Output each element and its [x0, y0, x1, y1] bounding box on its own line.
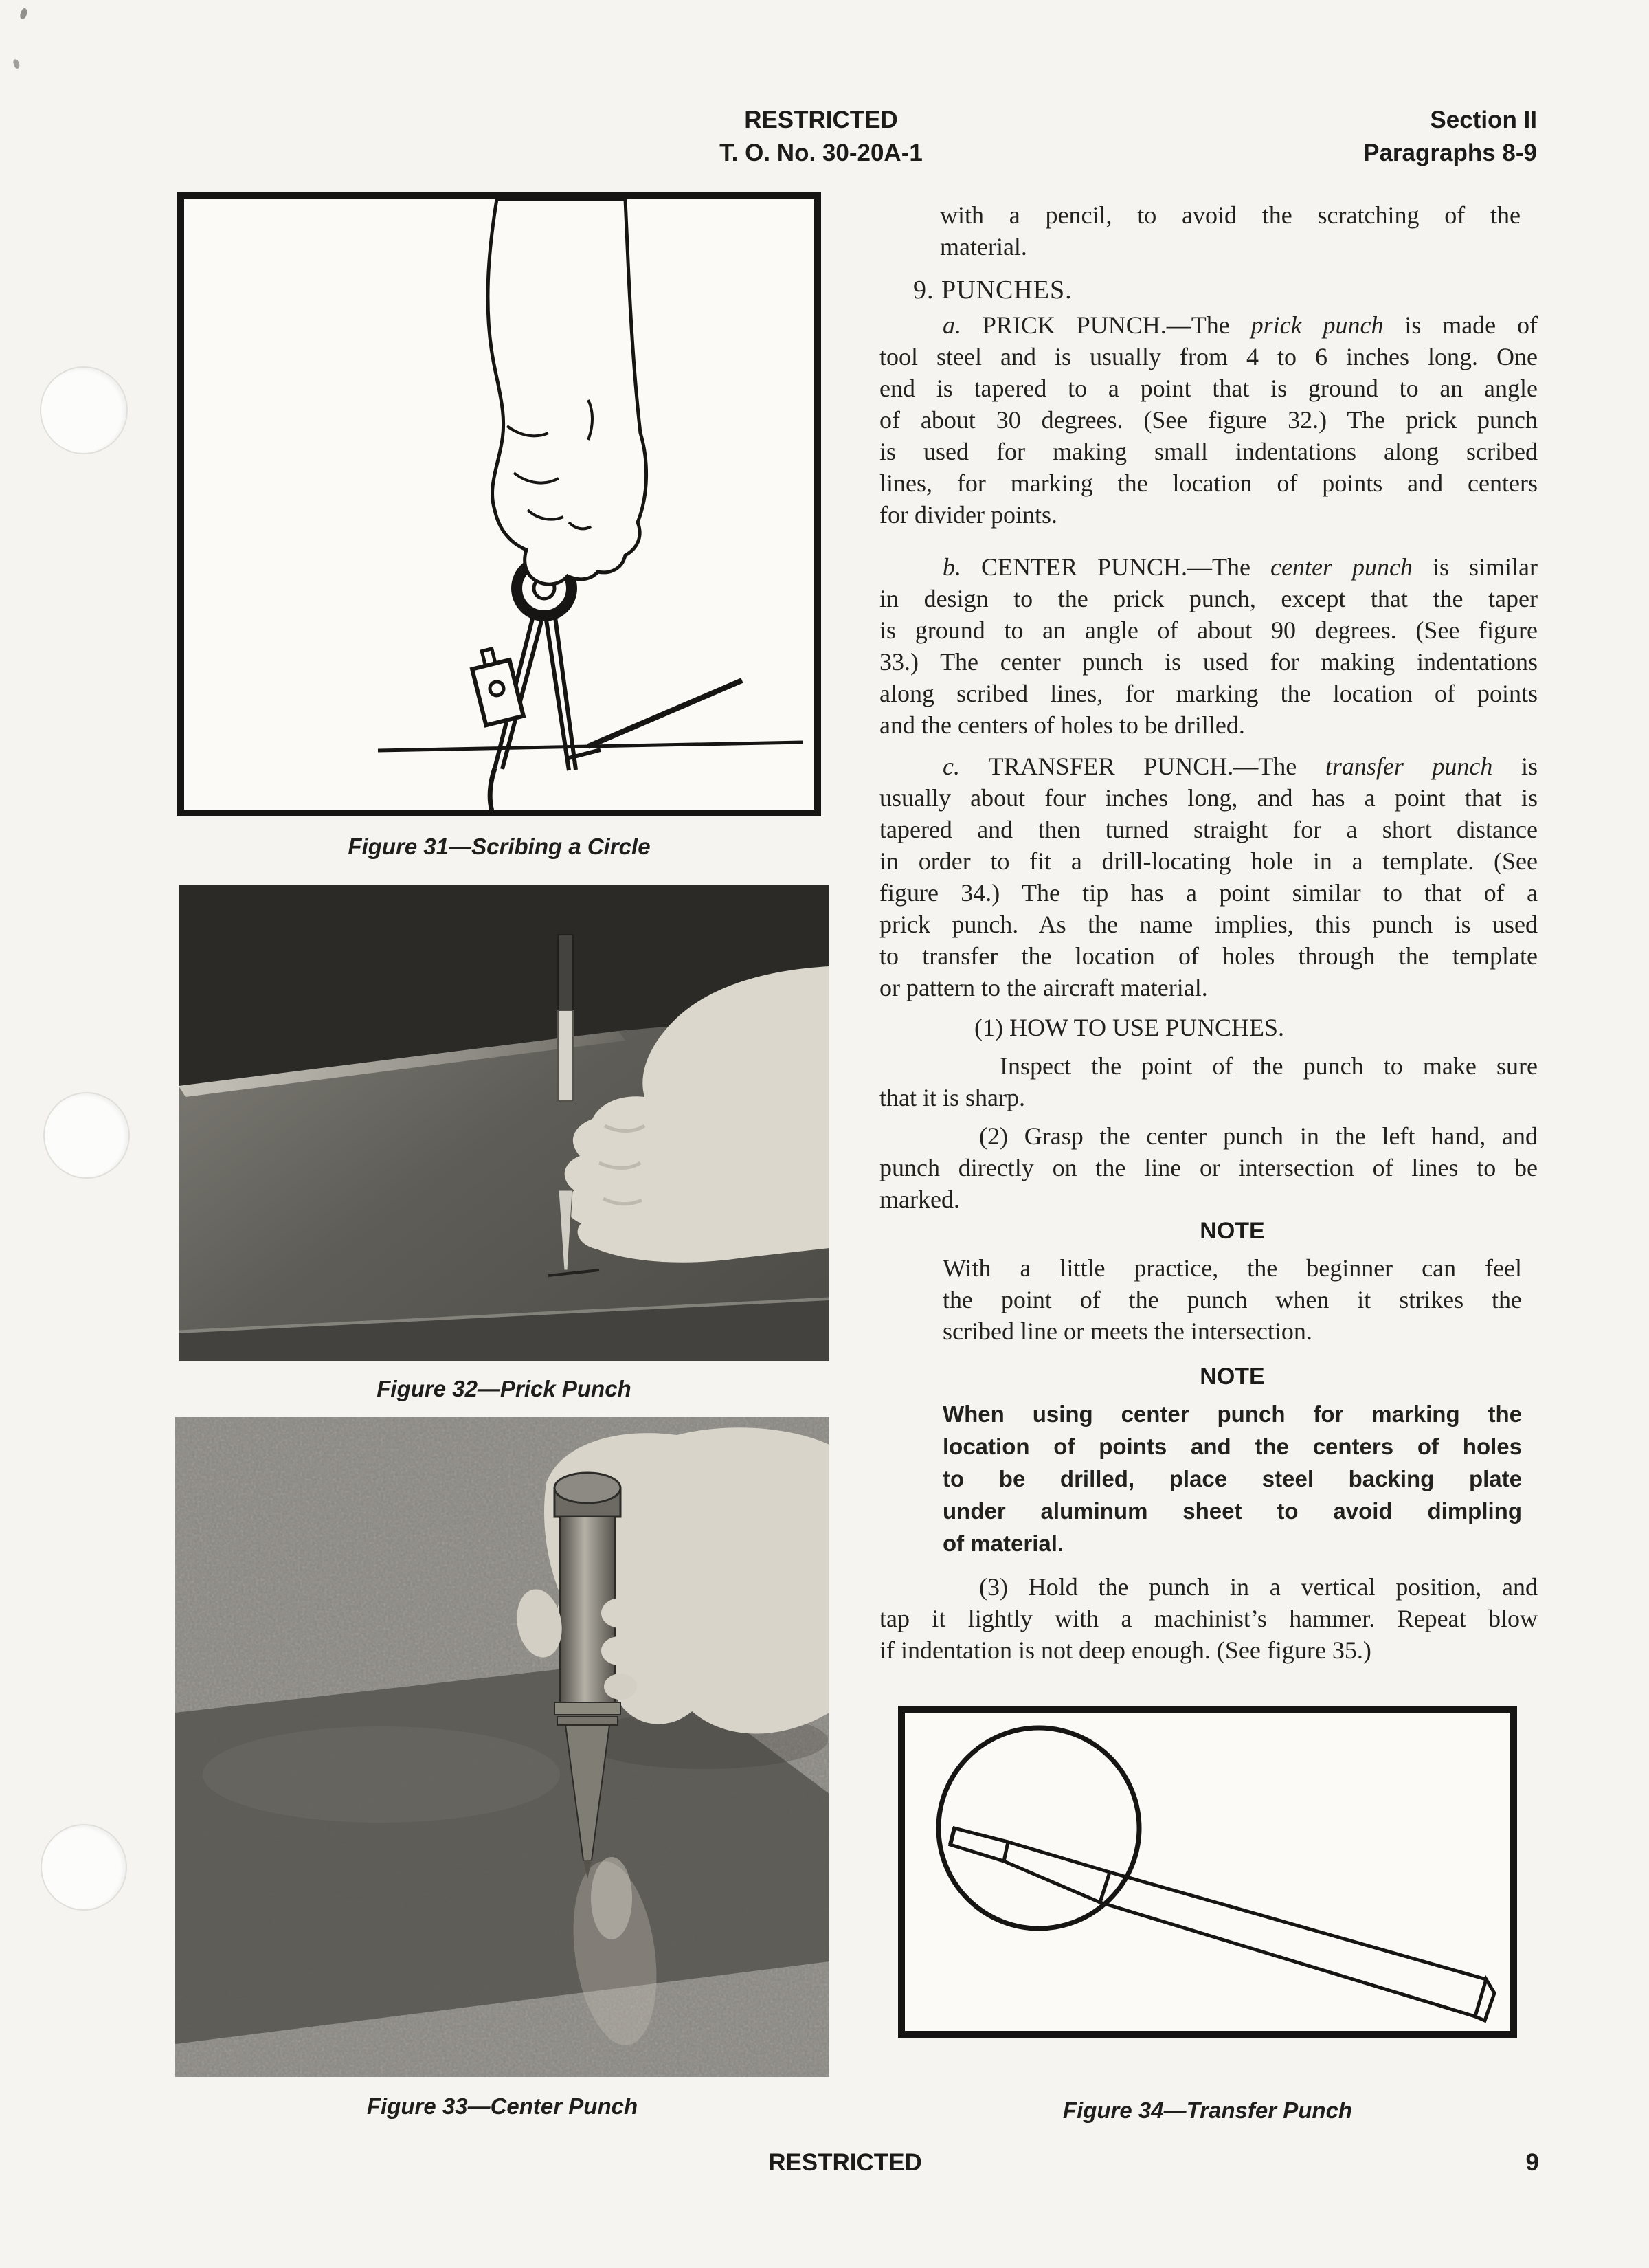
footer-restricted: RESTRICTED — [768, 2149, 922, 2176]
text-line: prick punch. As the name implies, this punch is used — [879, 911, 1538, 938]
text-segment: TRANSFER PUNCH.—The — [988, 753, 1325, 780]
header-to-number: T. O. No. 30-20A-1 — [719, 140, 923, 166]
text-segment: center punch — [1270, 553, 1413, 581]
text-line: scribed line or meets the intersection. — [943, 1318, 1312, 1345]
text-line: that it is sharp. — [879, 1084, 1025, 1111]
text-line: if indentation is not deep enough. (See figure 35.) — [879, 1636, 1371, 1664]
paragraph-transfer-punch — [879, 751, 1538, 1003]
text-line: with a pencil, to avoid the scratching of the — [940, 201, 1521, 229]
text-segment: PRICK PUNCH.—The — [982, 311, 1251, 339]
text-line: is ground to an angle of about 90 degrees. (See figure — [879, 616, 1538, 644]
text-line: tap it lightly with a machinist’s hammer. Repeat blow — [879, 1605, 1538, 1632]
text-line: in design to the prick punch, except that the taper — [879, 585, 1538, 612]
note1-label: NOTE — [1200, 1218, 1265, 1244]
text-line: figure 34.) The tip has a point similar to that of a — [879, 879, 1538, 907]
header-restricted: RESTRICTED — [744, 107, 898, 133]
text-line — [879, 309, 1538, 341]
text-line: 33.) The center punch is used for making indentations — [879, 648, 1538, 676]
text-line: or pattern to the aircraft material. — [879, 974, 1208, 1001]
text-line: marked. — [879, 1186, 960, 1213]
paragraph-prick-punch — [879, 309, 1538, 531]
text-line: for divider points. — [879, 501, 1057, 529]
intro-paragraph — [940, 199, 1521, 263]
step2-paragraph — [879, 1120, 1538, 1215]
text-line: Inspect the point of the punch to make sure — [1000, 1052, 1538, 1080]
text-line: (2) Grasp the center punch in the left hand, and — [979, 1122, 1538, 1150]
figure31-caption: Figure 31—Scribing a Circle — [348, 834, 651, 859]
scan-speck — [12, 58, 20, 69]
text-line: in order to fit a drill-locating hole in a template. (See — [879, 847, 1538, 875]
text-line: end is tapered to a point that is ground to an angle — [879, 375, 1538, 402]
text-segment: transfer punch — [1325, 753, 1493, 780]
footer-page-number: 9 — [1525, 2149, 1539, 2176]
text-segment: a. — [943, 311, 983, 339]
text-line: usually about four inches long, and has a point that is — [879, 784, 1538, 812]
step3-paragraph — [879, 1571, 1538, 1666]
note2-text — [943, 1398, 1522, 1559]
text-line — [879, 551, 1538, 583]
text-line: tapered and then turned straight for a short distance — [879, 816, 1538, 843]
text-line — [879, 751, 1538, 782]
paragraph-center-punch — [879, 551, 1538, 741]
figure31-scribing-drawing — [184, 199, 814, 810]
step1-paragraph — [879, 1050, 1538, 1113]
note2-label: NOTE — [1200, 1364, 1265, 1390]
text-line: When using center punch for marking the — [943, 1401, 1522, 1427]
figure34-frame — [898, 1706, 1517, 2038]
text-line: along scribed lines, for marking the location of points — [879, 680, 1538, 707]
text-line: to transfer the location of holes through the template — [879, 942, 1538, 970]
figure34-caption: Figure 34—Transfer Punch — [1062, 2098, 1353, 2123]
header-section: Section II — [1430, 107, 1537, 133]
figure33-caption: Figure 33—Center Punch — [366, 2093, 638, 2119]
text-line: of material. — [943, 1531, 1064, 1556]
punches-heading: 9. PUNCHES. — [913, 276, 1073, 304]
text-segment: is made of — [1383, 311, 1538, 339]
figure32-caption: Figure 32—Prick Punch — [377, 1376, 631, 1401]
text-line: material. — [940, 233, 1027, 260]
text-segment: is similar — [1412, 553, 1538, 581]
text-segment: c. — [943, 753, 989, 780]
text-segment: is — [1492, 753, 1538, 780]
text-line: the point of the punch when it strikes the — [943, 1286, 1522, 1313]
text-line: and the centers of holes to be drilled. — [879, 711, 1245, 739]
punch-hole — [41, 1824, 127, 1911]
text-segment: prick punch — [1250, 311, 1384, 339]
scan-speck — [19, 8, 29, 20]
header-paragraphs: Paragraphs 8-9 — [1363, 140, 1537, 166]
text-line: location of points and the centers of holes — [943, 1434, 1522, 1459]
text-line: lines, for marking the location of points and centers — [879, 469, 1538, 497]
punch-hole — [40, 366, 128, 454]
text-line: tool steel and is usually from 4 to 6 inches long. One — [879, 343, 1538, 370]
figure31-frame — [177, 192, 821, 816]
text-line: of about 30 degrees. (See figure 32.) The prick punch — [879, 406, 1538, 434]
text-line: With a little practice, the beginner can feel — [943, 1254, 1522, 1282]
figure33-photo — [175, 1417, 829, 2077]
text-line: punch directly on the line or intersection of lines to be — [879, 1154, 1538, 1181]
text-segment: b. — [943, 553, 982, 581]
text-segment: CENTER PUNCH.—The — [981, 553, 1271, 581]
note1-text — [943, 1252, 1522, 1347]
how-to-use-heading: (1) HOW TO USE PUNCHES. — [974, 1014, 1285, 1041]
punch-hole — [43, 1092, 130, 1179]
figure34-transfer-punch-drawing — [905, 1713, 1510, 2031]
text-line: is used for making small indentations along scribed — [879, 438, 1538, 465]
figure32-photo — [179, 885, 829, 1361]
text-line: under aluminum sheet to avoid dimpling — [943, 1498, 1522, 1524]
text-line: to be drilled, place steel backing plate — [943, 1466, 1522, 1491]
text-line: (3) Hold the punch in a vertical position, and — [979, 1573, 1538, 1601]
